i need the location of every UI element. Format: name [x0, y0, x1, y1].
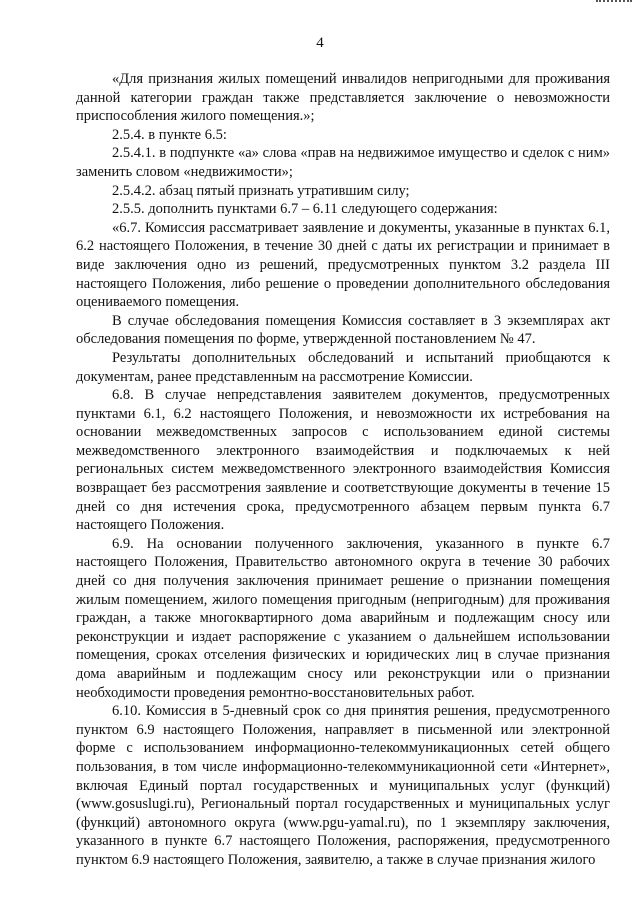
paragraph-6-7: «6.7. Комиссия рассматривает заявление и документы, указанные в пунктах 6.1, 6.2 настоящего Положения, в течение 30 дней с даты их регистрации и принимает в виде заключения одно из решений, предусмотренных пунктом 3.2 раздела III настоящего Положения, либо решение о проведении дополнительного обследования оцениваемого помещения. — [76, 219, 610, 311]
paragraph-inability-to-adapt: «Для признания жилых помещений инвалидов непригодными для проживания данной категории граждан также представляется заключение о невозможности приспособления жилого помещения.»; — [76, 71, 610, 125]
document-body — [76, 70, 610, 870]
paragraph-2-5-4-2: 2.5.4.2. абзац пятый признать утратившим силу; — [112, 182, 410, 199]
paragraph-6-10: 6.10. Комиссия в 5-дневный срок со дня принятия решения, предусмотренного пунктом 6.9 настоящего Положения, направляет в письменной или электронной форме с использованием информационно-телекоммуникационных сетей общего пользования, в том числе информационно-телекоммуникационной сети «Интернет», включая Единый портал государственных и муниципальных услуг (функций) (www.gosuslugi.ru), Региональный портал государственных и муниципальных услуг (функций) автономного округа (www.pgu-yamal.ru), по 1 экземпляру заключения, указанного в пункте 6.7 настоящего Положения, распоряжения, предусмотренного пунктом 6.9 настоящего Положения, заявителю, а также в случае признания жилого — [76, 703, 610, 868]
paragraph-inspection-act: В случае обследования помещения Комиссия составляет в 3 экземплярах акт обследования помещения по форме, утвержденной постановлением № 47. — [76, 312, 610, 348]
paragraph-6-8: 6.8. В случае непредставления заявителем документов, предусмотренных пунктами 6.1, 6.2 настоящего Положения, и невозможности их истребования на основании межведомственных запросов с использованием единой системы межведомственного электронного взаимодействия и подключаемых к ней региональных систем межведомственного электронного взаимодействия Комиссия возвращает без рассмотрения заявление и соответствующие документы в течение 15 дней со дня истечения срока, предусмотренного абзацем первым пункта 6.7 настоящего Положения. — [76, 387, 610, 534]
paragraph-additional-results: Результаты дополнительных обследований и испытаний приобщаются к документам, ранее представленным на рассмотрение Комиссии. — [76, 349, 610, 385]
paragraph-6-9: 6.9. На основании полученного заключения, указанного в пункте 6.7 настоящего Положения, Правительство автономного округа в течение 30 рабочих дней со дня получения заключения принимает решение о признании помещения жилым помещением, жилого помещения пригодным (непригодным) для проживания граждан, а также многоквартирного дома аварийным и подлежащим сносу или реконструкции и издает распоряжение с указанием о дальнейшем использовании помещения, сроках отселения физических и юридических лиц в случае признания дома аварийным и подлежащим сносу или реконструкции или о признании необходимости проведения ремонтно-восстановительных работ. — [76, 535, 610, 701]
paragraph-2-5-4: 2.5.4. в пункте 6.5: — [112, 126, 227, 143]
page-number: 4 — [316, 35, 324, 51]
scan-corner-mark — [596, 0, 632, 5]
paragraph-2-5-5: 2.5.5. дополнить пунктами 6.7 – 6.11 следующего содержания: — [112, 201, 498, 218]
paragraph-2-5-4-1: 2.5.4.1. в подпункте «а» слова «прав на недвижимое имущество и сделок с ним» заменить словом «недвижимости»; — [76, 145, 610, 180]
